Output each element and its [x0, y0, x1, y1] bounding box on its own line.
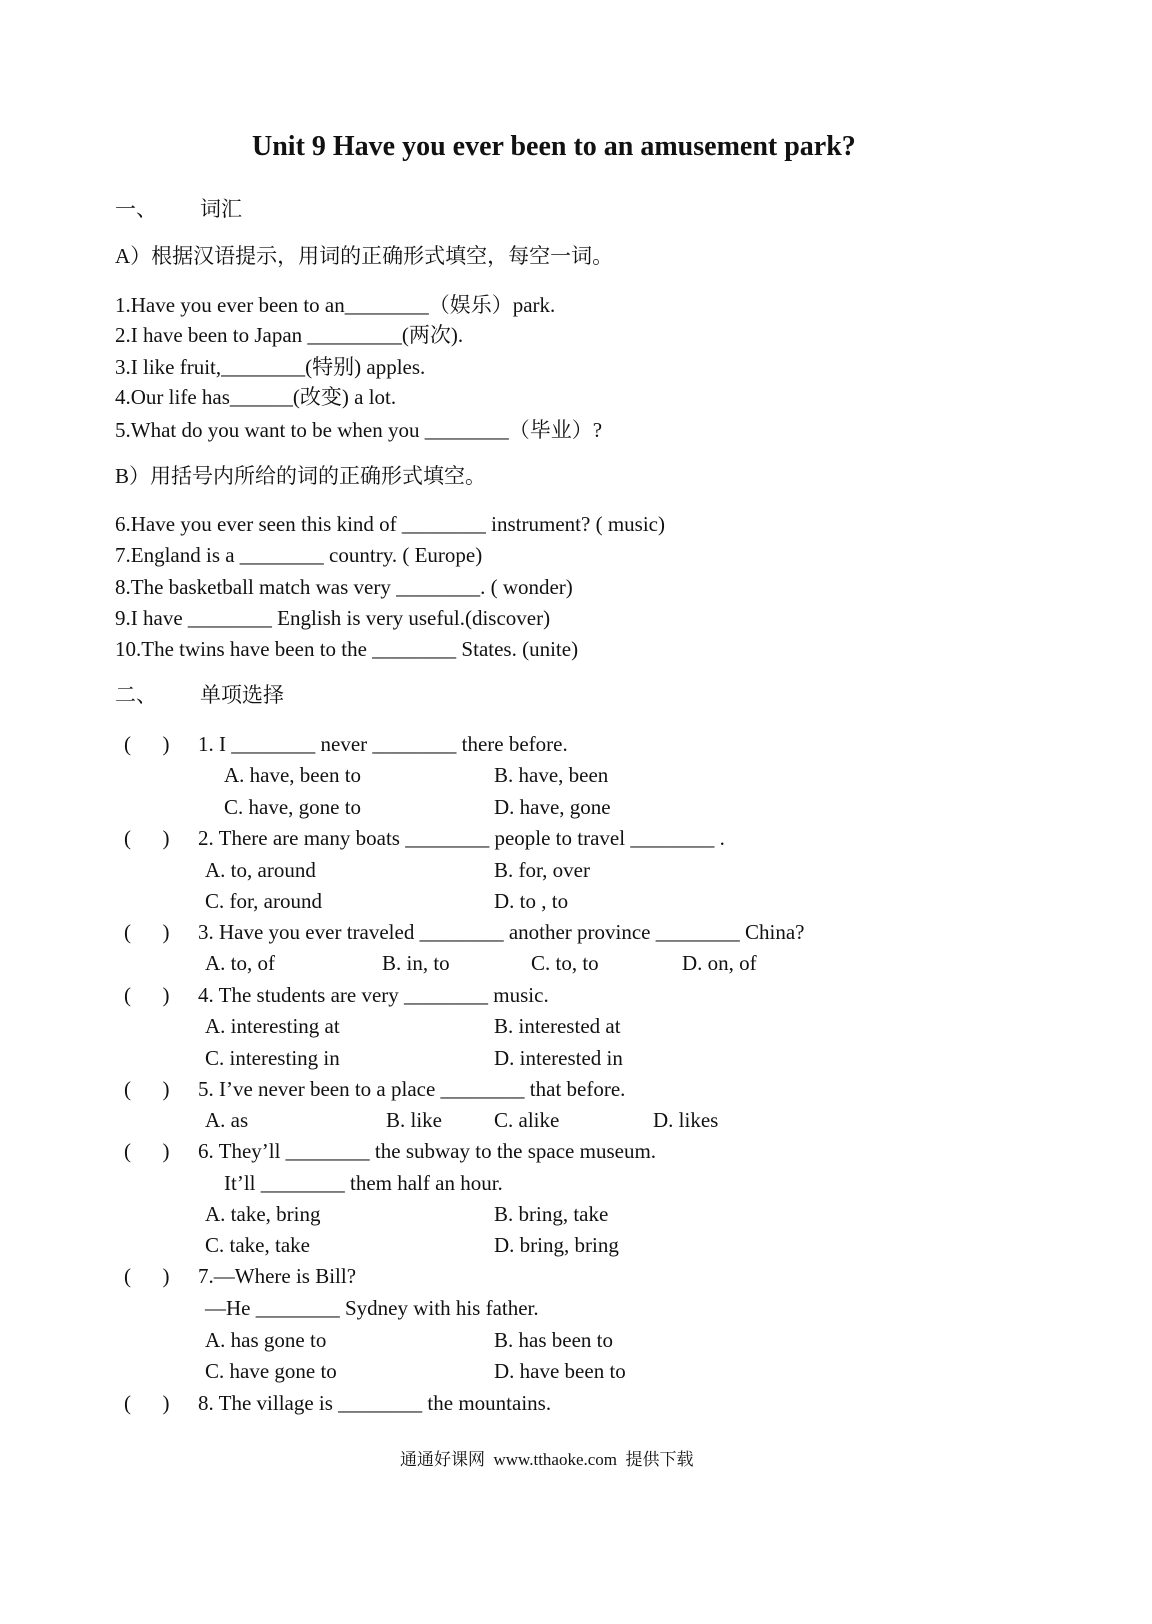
question-stem: 6. They’ll ________ the subway to the space museum. — [198, 1139, 657, 1163]
option: A. have, been to — [224, 763, 362, 787]
page-title: Unit 9 Have you ever been to an amusement park? — [252, 131, 856, 162]
option: B. for, over — [494, 858, 590, 882]
option: C. take, take — [205, 1233, 310, 1257]
answer-bracket: ( ) — [124, 983, 170, 1007]
vocab-item: 2.I have been to Japan _________(两次). — [115, 323, 464, 347]
question-stem: 4. The students are very ________ music. — [198, 983, 549, 1007]
answer-bracket: ( ) — [124, 1077, 170, 1101]
partA-instruction: A）根据汉语提示，用词的正确形式填空，每空一词。 — [115, 244, 614, 268]
question-stem: 8. The village is ________ the mountains. — [198, 1391, 552, 1415]
option: C. to, to — [531, 951, 599, 975]
option: C. have, gone to — [224, 795, 362, 819]
option: A. to, of — [205, 951, 275, 975]
option: D. bring, bring — [494, 1233, 619, 1257]
question-stem-continued: —He ________ Sydney with his father. — [205, 1296, 539, 1320]
answer-bracket: ( ) — [124, 1264, 170, 1288]
option: B. like — [386, 1108, 442, 1132]
vocab-item: 5.What do you want to be when you ________（毕业）? — [115, 418, 603, 442]
partB-instruction: B）用括号内所给的词的正确形式填空。 — [115, 464, 487, 488]
answer-bracket: ( ) — [124, 732, 170, 756]
question-stem: 1. I ________ never ________ there before. — [198, 732, 568, 756]
section2-number: 二、 — [115, 683, 157, 707]
option: C. interesting in — [205, 1046, 340, 1070]
question-stem: 2. There are many boats ________ people to travel ________ . — [198, 826, 725, 850]
answer-bracket: ( ) — [124, 1391, 170, 1415]
option: C. have gone to — [205, 1359, 337, 1383]
word-form-item: 7.England is a ________ country. ( Europe) — [115, 543, 483, 567]
option: B. has been to — [494, 1328, 613, 1352]
section2-heading: 单项选择 — [200, 683, 284, 707]
vocab-item: 3.I like fruit,________(特别) apples. — [115, 355, 426, 379]
option: B. bring, take — [494, 1202, 609, 1226]
option: A. interesting at — [205, 1014, 340, 1038]
section1-heading: 词汇 — [200, 197, 242, 221]
answer-bracket: ( ) — [124, 920, 170, 944]
section1-number: 一、 — [115, 197, 157, 221]
question-stem: 7.—Where is Bill? — [198, 1264, 357, 1288]
option: D. to , to — [494, 889, 569, 913]
option: A. to, around — [205, 858, 316, 882]
word-form-item: 8.The basketball match was very ________. ( wonder) — [115, 575, 573, 599]
word-form-item: 9.I have ________ English is very useful.(discover) — [115, 606, 551, 630]
option: D. interested in — [494, 1046, 623, 1070]
option: A. take, bring — [205, 1202, 321, 1226]
word-form-item: 10.The twins have been to the ________ States. (unite) — [115, 637, 579, 661]
option: D. have, gone — [494, 795, 611, 819]
word-form-item: 6.Have you ever seen this kind of ________ instrument? ( music) — [115, 512, 665, 536]
option: D. have been to — [494, 1359, 626, 1383]
vocab-item: 4.Our life has______(改变) a lot. — [115, 385, 397, 409]
option: C. alike — [494, 1108, 560, 1132]
question-stem: 5. I’ve never been to a place ________ that before. — [198, 1077, 626, 1101]
vocab-item: 1.Have you ever been to an________（娱乐）park. — [115, 293, 556, 317]
option: B. have, been — [494, 763, 609, 787]
option: B. in, to — [382, 951, 450, 975]
answer-bracket: ( ) — [124, 1139, 170, 1163]
question-stem-continued: It’ll ________ them half an hour. — [224, 1171, 503, 1195]
option: B. interested at — [494, 1014, 621, 1038]
option: A. as — [205, 1108, 249, 1132]
question-stem: 3. Have you ever traveled ________ another province ________ China? — [198, 920, 805, 944]
option: D. on, of — [682, 951, 757, 975]
option: D. likes — [653, 1108, 719, 1132]
answer-bracket: ( ) — [124, 826, 170, 850]
option: C. for, around — [205, 889, 322, 913]
option: A. has gone to — [205, 1328, 327, 1352]
footer-credit: 通通好课网 www.tthaoke.com 提供下载 — [400, 1450, 694, 1469]
